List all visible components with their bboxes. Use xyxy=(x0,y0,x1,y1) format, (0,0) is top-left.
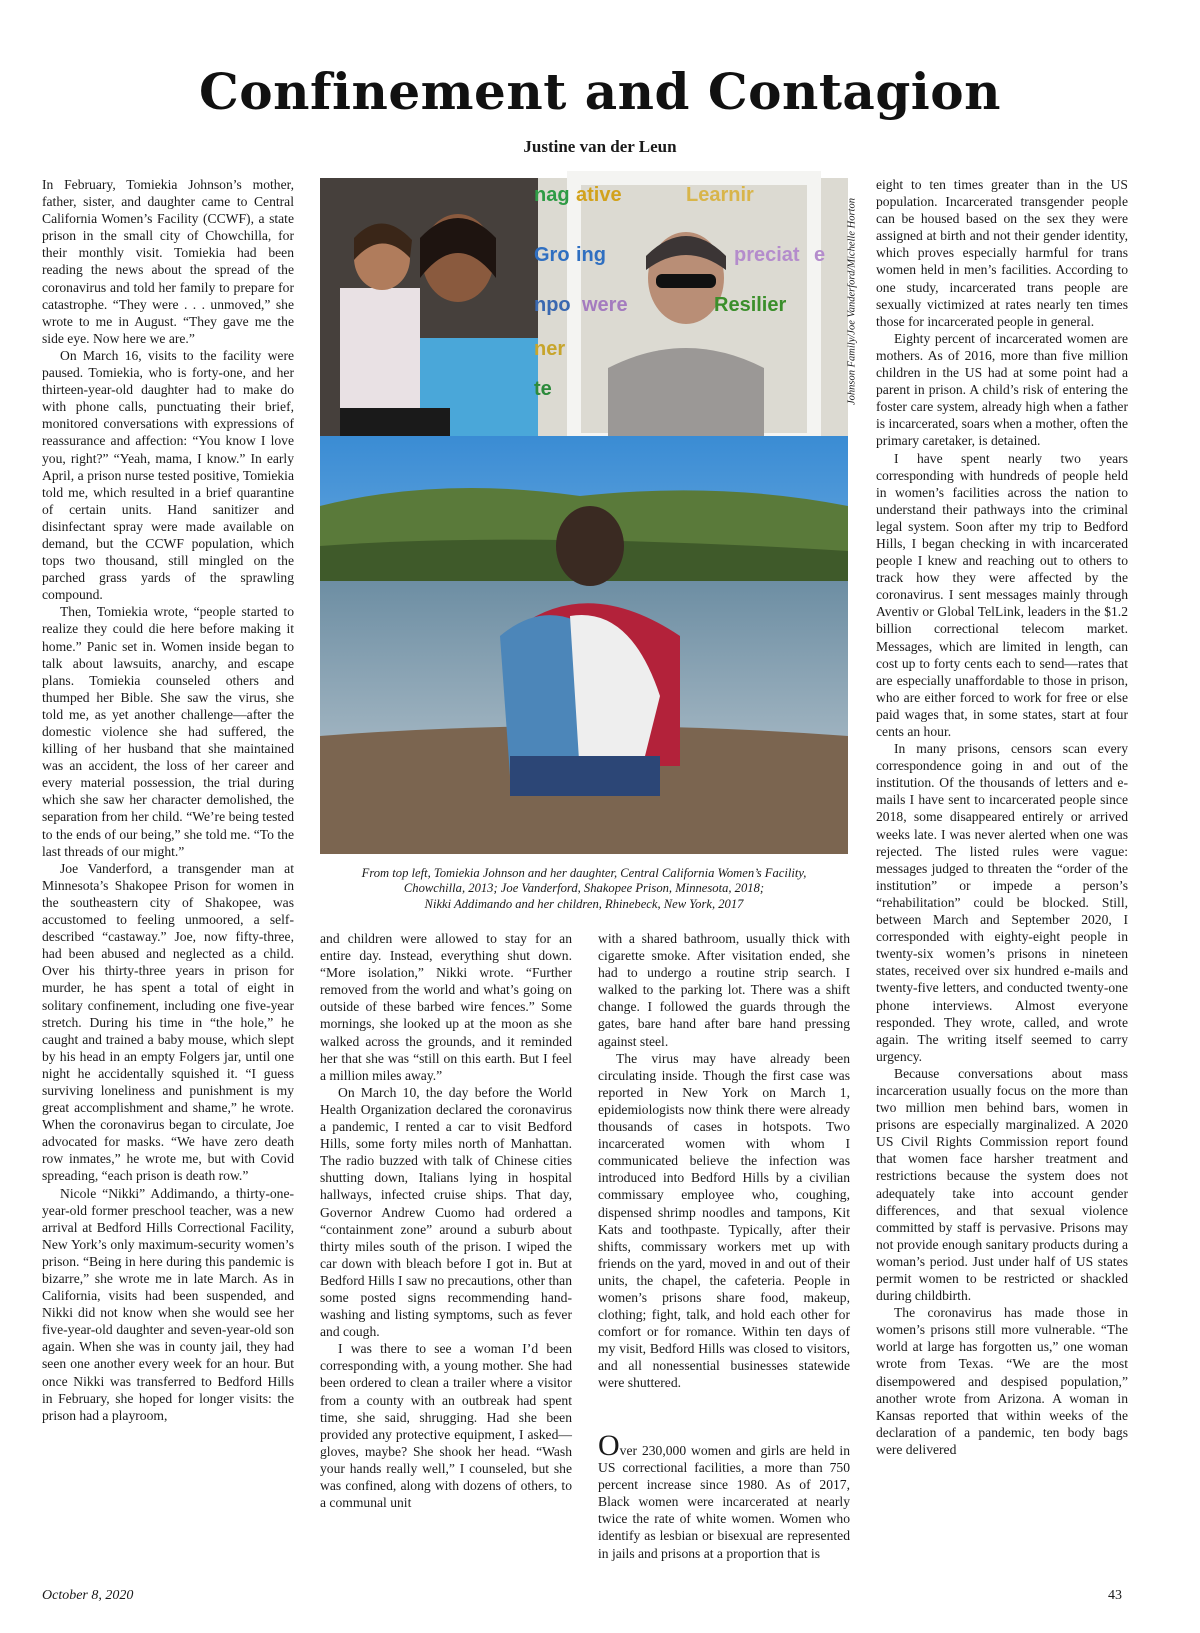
poster-word: Learnir xyxy=(686,184,754,206)
poster-word: nag xyxy=(534,184,570,206)
photo-nikki-and-children-illustration xyxy=(320,436,848,854)
paragraph: Joe Vanderford, a transgender man at Minnesota’s Shakopee Prison for women in the southeastern city of Shakopee, was accustomed to feeling unmoored, a self-described “castaway.” Joe, now fifty-three, had been abused and neglected as a child. Over his thirty-three years in prison for murder, he has spent a total of eight in solitary confinement, including one five-year stretch. During his time in “the hole,” he caught and trained a baby mouse, which slept by his head in an empty Folgers jar, until one night he accidentally squished it. “I guess surviving loneliness and punishment is my great accomplishment and shame,” he wrote. When the coronavirus began to circulate, Joe advocated for masks. “We have zero death row inmates,” he wrote me, but with Covid spreading, “each prison is death row.” xyxy=(42,860,294,1184)
poster-word: e xyxy=(814,244,826,266)
paragraph: In many prisons, censors scan every correspondence going in and out of the institution. Of the thousands of letters and e-mails I have sent to incarcerated people since 2018, some disappeared entirely or arrived weeks late. I was never alerted when one was rejected. The listed rules were vague: messages judged to threaten the “order of the institution” or impede a person’s “rehabilitation” could be blocked. Still, between March and September 2020, I corresponded with eighty-eight people in twenty-six women’s prisons in nineteen states, received over six hundred e-mails and twenty-five letters, and conducted twenty-one phone interviews. Almost everyone responded. They wrote, called, and wrote again. The writing itself seemed to carry urgency. xyxy=(876,741,1128,1064)
photo-nikki-and-children xyxy=(320,436,848,854)
photo-credit-text: Johnson Family/Joe Vanderford/Michelle Horton xyxy=(846,198,858,405)
paragraph: In February, Tomiekia Johnson’s mother, father, sister, and daughter came to Central California Women’s Facility (CCWF), a state prison in the small city of Chowchilla, for their monthly visit. Tomiekia had been reading the news about the spread of the coronavirus and told her family to prepare for catastrophe. “They were . . . unmoved,” she wrote to me in August. “They gave me the side eye. Now here we are.” xyxy=(42,177,294,346)
paragraph-text: ver 230,000 women and girls are held in US correctional facilities, a more than 750 percent increase since 1980. As of 2017, Black women were incarcerated at nearly twice the rate of white women. Women who identify as lesbian or bisexual are represented in jails and prisons at a proportion that is xyxy=(598,1443,850,1561)
paragraph: Because conversations about mass incarceration usually focus on the more than two million men behind bars, women in prisons are especially marginalized. A 2020 US Civil Rights Commission report found that women face harsher treatment and restrictions because the system does not adequately take into account gender differences, and that sexual violence committed by staff is pervasive. Prisons may not provide enough sanitary products during a woman’s period. Just under half of US states permit women to be restricted or shackled during childbirth. xyxy=(876,1065,1128,1304)
poster-word: ner xyxy=(534,338,566,360)
article-byline: Justine van der Leun xyxy=(523,137,677,156)
poster-word: te xyxy=(534,378,552,400)
page-number: 43 xyxy=(1108,1588,1122,1603)
caption-line: Nikki Addimando and her children, Rhinebeck, New York, 2017 xyxy=(424,896,744,911)
photo-credit xyxy=(842,176,862,434)
text-column-4 xyxy=(876,176,1128,1574)
footer-date: October 8, 2020 xyxy=(42,1588,134,1603)
paragraph: and children were allowed to stay for an entire day. Instead, everything shut down. “More isolation,” Nikki wrote. “Further removed from the world and what’s going on outside of these barbed wire fences.” Some mornings, she looked up at the moon as she walked across the grounds, and it reminded her that she was “still on this earth. But I feel a million miles away.” xyxy=(320,931,572,1083)
paragraph: eight to ten times greater than in the US population. Incarcerated transgender people can be housed based on the sex they were assigned at birth and not their gender identity, which proves especially harmful for trans women held in men’s facilities. According to one study, incarcerated trans people are sexually victimized at rates nearly ten times those for incarcerated people in general. xyxy=(876,177,1128,329)
poster-word: npo xyxy=(534,294,571,316)
paragraph: On March 16, visits to the facility were paused. Tomiekia, who is forty-one, and her thirteen-year-old daughter had to make do with phone calls, punctuating their brief, monitored conversations with expressions of reassurance and affection: “You know I love you, right?” “Yeah, mama, I know.” In early April, a prison nurse tested positive, Tomiekia told me, which resulted in a brief quarantine of certain units. Hand sanitizer and disinfectant spray were made available on demand, but the CCWF population, which tops two thousand, still mingled on the parched grass yards of the sprawling compound. xyxy=(42,347,294,603)
text-column-3 xyxy=(598,930,850,1391)
article-title: Confinement and Contagion xyxy=(198,62,1001,121)
paragraph xyxy=(598,1429,850,1562)
caption-line: From top left, Tomiekia Johnson and her daughter, Central California Women’s Facility, xyxy=(361,866,807,880)
poster-word: Resilier xyxy=(714,294,787,316)
paragraph: The virus may have already been circulating inside. Though the first case was reported in New York on March 1, epidemiologists now think there were already thousands of cases in hotspots. Two incarcerated women with whom I communicated believe the infection was introduced into Bedford Hills by a civilian commissary employee who, coughing, dispensed shrimp noodles and tampons, Kit Kats and toothpaste. Typically, after their shifts, commissary workers met up with friends on the yard, moved in and out of their units, the chapel, the cafeteria. People in women’s prisons share food, makeup, clothing; fight, talk, and hold each other for comfort or for romance. Within ten days of my visit, Bedford Hills was closed to visitors, and all nonessential businesses statewide were shuttered. xyxy=(598,1050,850,1391)
paragraph: I was there to see a woman I’d been corresponding with, a young mother. She had been ordered to clean a trailer where a visitor from a county with an outbreak had spent time, she said, shrugging. Had she been provided any protective equipment, I asked—gloves, maybe? She shook her head. “Wash your hands really well,” I counseled, but she was confined, along with dozens of others, to a communal unit xyxy=(320,1341,572,1511)
drop-cap: O xyxy=(598,1429,620,1462)
poster-word: preciat xyxy=(734,244,800,266)
poster-word: ative xyxy=(576,184,622,206)
paragraph: On March 10, the day before the World Health Organization declared the coronavirus a pandemic, I rented a car to visit Bedford Hills, some forty miles north of Manhattan. The radio buzzed with talk of Chinese cities shutting down, Italians lying in hospital hallways, infected cruise ships. That day, Governor Andrew Cuomo had ordered a “containment zone” around a suburb about thirty miles south of the prison. I wiped the car down with bleach before I got in. But at Bedford Hills I saw no precautions, other than some posted signs recommending hand-washing and listing symptoms, such as fever and cough. xyxy=(320,1084,572,1340)
text-column-1 xyxy=(42,176,294,1574)
paragraph: Eighty percent of incarcerated women are mothers. As of 2016, more than five million children in the US had at some point had a parent in prison. A child’s risk of entering the foster care system, already high when a father is incarcerated, soars when a mother, often the primary caretaker, is detained. xyxy=(876,330,1128,449)
text-column-2 xyxy=(320,930,572,1574)
poster-word: were xyxy=(582,294,628,316)
caption-line: Chowchilla, 2013; Joe Vanderford, Shakopee Prison, Minnesota, 2018; xyxy=(403,881,765,896)
photo-caption xyxy=(320,866,848,912)
paragraph: Then, Tomiekia wrote, “people started to realize they could die here before making it home.” Panic set in. Women inside began to talk about lawsuits, anarchy, and escape plans. Tomiekia counseled others and thumped her Bible. She saw the virus, she told me, as yet another challenge—after the domestic violence she had suffered, the killing of her husband that she maintained was an accident, the loss of her career and every material possession, the trial during which she saw her character demolished, the separation from her child. “We’re being tested to the ends of our being,” she told me. “To the last threads of our might.” xyxy=(42,604,294,859)
text-column-3-section xyxy=(598,1429,850,1576)
poster-word: Gro xyxy=(534,244,570,266)
poster-word: ing xyxy=(576,244,606,266)
photo-joe-vanderford xyxy=(534,178,848,448)
paragraph: The coronavirus has made those in women’s prisons still more vulnerable. “The world at large has forgotten us,” one woman wrote from Texas. “We are the most disempowered and despised population,” another wrote from Arizona. A woman in Kansas reported that within weeks of the declaration of a pandemic, ten body bags were delivered xyxy=(876,1305,1128,1457)
paragraph: Nicole “Nikki” Addimando, a thirty-one-year-old former preschool teacher, was a new arrival at Bedford Hills Correctional Facility, New York’s only maximum-security women’s prison. “Being in here during this pandemic is bizarre,” she wrote me in late March. As in California, visits had been suspended, and Nikki did not know when she would see her five-year-old daughter and seven-year-old son again. When she was in county jail, they had seen one another every week for an hour. But once Nikki was transferred to Bedford Hills in February, she hoped for longer visits: the prison had a playroom, xyxy=(42,1185,294,1423)
paragraph: with a shared bathroom, usually thick with cigarette smoke. After visitation ended, she had to undergo a routine strip search. I walked to the parking lot. There was a shift change. I followed the guards through the gates, bare hand after bare hand pressing against steel. xyxy=(598,931,850,1049)
paragraph: I have spent nearly two years corresponding with hundreds of people held in women’s facilities across the nation to understand their pathways into the criminal legal system. Soon after my trip to Bedford Hills, I began checking in with incarcerated people I knew and reaching out to others to track how they were affected by the coronavirus. I sent messages mainly through Aventiv or Global TelLink, leaders in the $1.2 billion correctional telecom market. Messages, which are limited in length, can cost up to forty cents each to send—rates that are especially unaffordable to those in prison, who are either forced to work for free or else paid wages that, in some states, start at four cents an hour. xyxy=(876,450,1128,739)
